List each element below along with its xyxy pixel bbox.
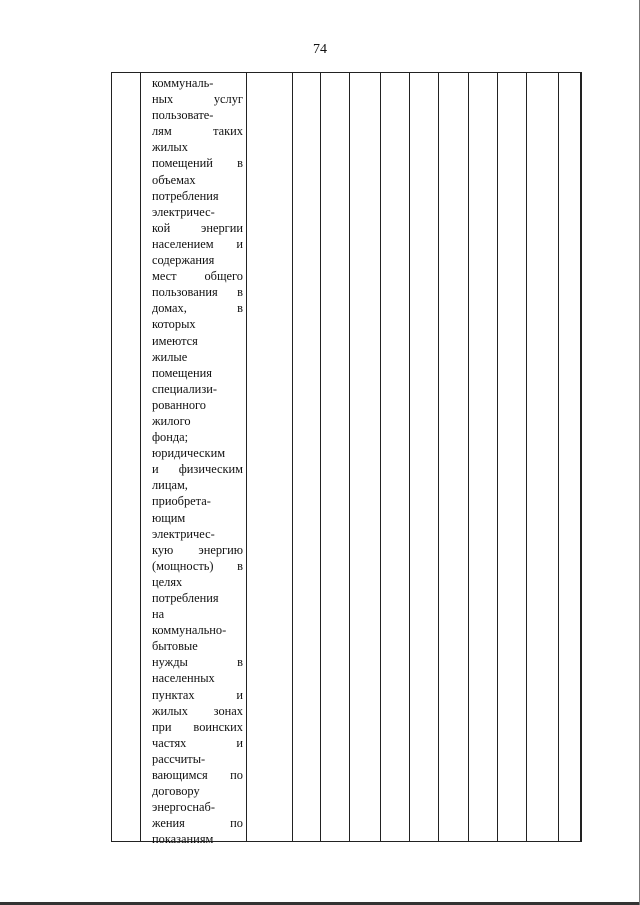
- description-line: помещения: [152, 365, 212, 380]
- description-line: пользования в: [152, 285, 243, 300]
- description-line: целях: [152, 574, 183, 589]
- description-line: рованного: [152, 397, 207, 412]
- description-line: вающимся по: [152, 768, 243, 783]
- description-line: юридическим: [152, 446, 226, 461]
- description-line: жилого: [152, 413, 191, 428]
- description-line: лям таких: [152, 124, 243, 139]
- description-line: содержания: [152, 253, 215, 268]
- column-divider: [320, 73, 321, 841]
- description-line: рассчиты-: [152, 751, 206, 766]
- description-cell: [152, 75, 243, 848]
- description-line: приобрета-: [152, 494, 211, 509]
- column-divider: [140, 73, 141, 841]
- description-line: жения по: [152, 816, 243, 831]
- column-divider: [468, 73, 469, 841]
- description-line: пользовате-: [152, 108, 214, 123]
- description-line: кую энергию: [152, 542, 243, 557]
- description-line: имеются: [152, 333, 198, 348]
- description-line: кой энергии: [152, 220, 243, 235]
- description-line: потребления: [152, 591, 219, 605]
- page-number: 74: [313, 42, 327, 57]
- column-divider: [558, 73, 559, 841]
- column-divider: [409, 73, 410, 841]
- column-divider: [246, 73, 247, 841]
- column-divider: [380, 73, 381, 841]
- description-line: ющим: [152, 510, 186, 525]
- description-line: фонда;: [152, 430, 189, 445]
- column-divider: [349, 73, 350, 841]
- description-line: электричес-: [152, 204, 215, 219]
- description-line: помещений в: [152, 156, 243, 171]
- description-line: потребления: [152, 188, 219, 203]
- description-line: которых: [152, 317, 196, 332]
- column-divider: [292, 73, 293, 841]
- description-line: коммунально-: [152, 623, 227, 638]
- description-line: при воинских: [152, 719, 243, 734]
- description-line: населенных: [152, 671, 215, 686]
- description-line: мест общего: [152, 269, 243, 284]
- description-line: объемах: [152, 172, 196, 187]
- column-divider: [438, 73, 439, 841]
- description-line: (мощность) в: [152, 558, 243, 573]
- description-line: показаниям: [152, 832, 214, 847]
- description-line: договору: [152, 784, 200, 799]
- description-line: частях и: [152, 735, 243, 750]
- description-line: жилые: [152, 349, 188, 364]
- description-line: жилых зонах: [152, 703, 243, 718]
- description-line: ных услуг: [152, 92, 243, 107]
- description-line: жилых: [152, 140, 188, 155]
- column-divider: [497, 73, 498, 841]
- description-line: коммуналь-: [152, 76, 214, 90]
- description-line: лицам,: [152, 478, 188, 493]
- description-line: специализи-: [152, 381, 217, 396]
- description-line: и физическим: [152, 462, 243, 477]
- description-line: населением и: [152, 236, 243, 251]
- description-line: электричес-: [152, 526, 215, 541]
- data-table: [111, 72, 582, 847]
- description-line: пунктах и: [152, 687, 243, 702]
- description-line: на: [152, 607, 165, 622]
- description-line: домах, в: [152, 301, 243, 316]
- description-line: энергоснаб-: [152, 800, 215, 815]
- description-line: бытовые: [152, 639, 198, 654]
- description-line: нужды в: [152, 655, 243, 670]
- column-divider: [526, 73, 527, 841]
